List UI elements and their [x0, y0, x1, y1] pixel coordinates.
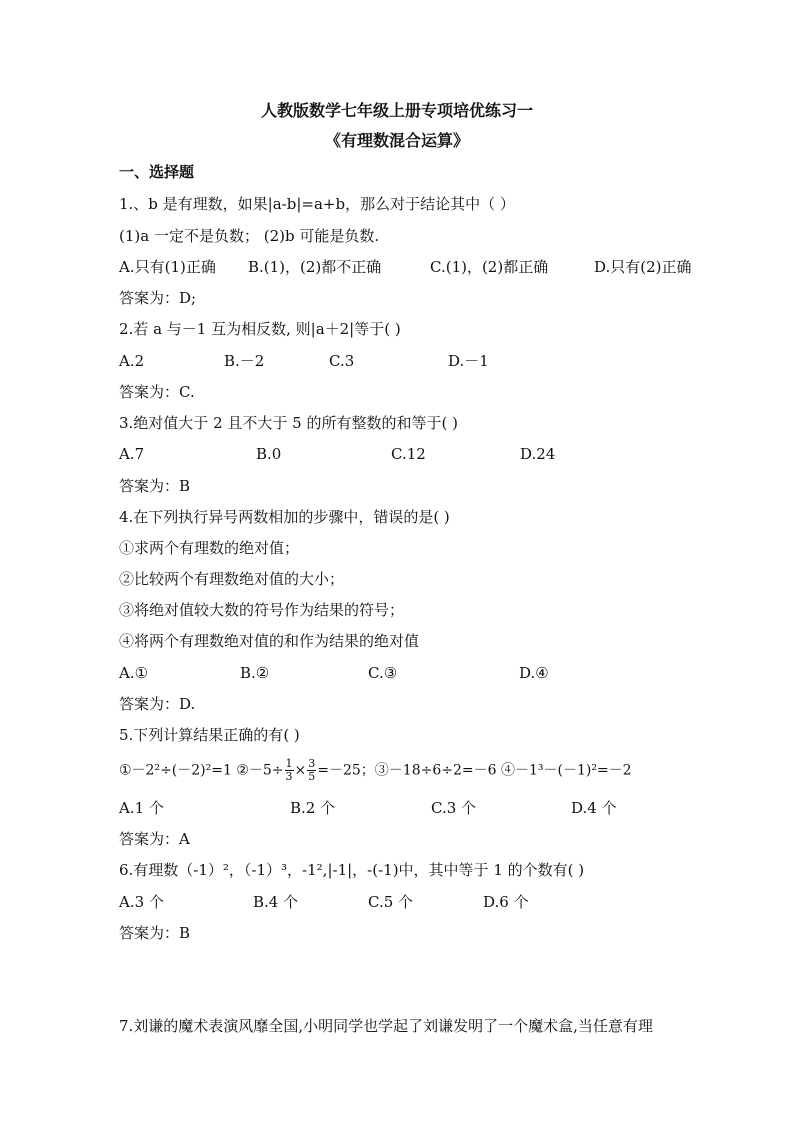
question-5-option-c: C.3 个	[431, 799, 477, 817]
question-5-stem: 5.下列计算结果正确的有( )	[119, 726, 300, 744]
question-6-option-c: C.5 个	[368, 893, 414, 911]
question-6-option-b: B.4 个	[253, 893, 299, 911]
question-5-expr-part-a: ①－2²÷(－2)²=1 ②－5÷	[119, 762, 284, 779]
question-5-expression	[119, 758, 632, 783]
question-3-option-d: D.24	[520, 445, 556, 463]
question-6-option-a: A.3 个	[119, 893, 164, 911]
question-5-expr-part-b: =－25；③－18÷6÷2=－6 ④－1³－(－1)²=－2	[317, 762, 632, 779]
question-1-option-b: B.(1)，(2)都不正确	[248, 258, 382, 276]
question-2-option-d: D.－1	[448, 352, 489, 370]
question-6-option-d: D.6 个	[483, 893, 529, 911]
question-3-stem: 3.绝对值大于 2 且不大于 5 的所有整数的和等于( )	[119, 414, 458, 432]
question-1-option-d: D.只有(2)正确	[594, 258, 692, 276]
question-2-stem: 2.若 a 与－1 互为相反数, 则|a＋2|等于( )	[119, 320, 401, 338]
question-4-option-c: C.③	[368, 664, 398, 682]
question-3-option-c: C.12	[391, 445, 426, 463]
doc-subtitle: 《有理数混合运算》	[324, 131, 469, 150]
question-5-option-b: B.2 个	[290, 799, 336, 817]
doc-title: 人教版数学七年级上册专项培优练习一	[260, 101, 533, 120]
question-2-answer: 答案为：C.	[119, 383, 195, 401]
fraction-2-denominator: 5	[308, 770, 316, 783]
question-1-option-a: A.只有(1)正确	[119, 258, 216, 276]
question-4-step-4: ④将两个有理数绝对值的和作为结果的绝对值	[119, 632, 420, 650]
fraction-1-denominator: 3	[285, 770, 293, 783]
question-4-option-a: A.①	[119, 664, 149, 682]
question-6-stem: 6.有理数（-1）²，（-1）³，-1²,|-1|，-(-1)中，其中等于 1 的个数有( )	[119, 861, 585, 879]
question-5-option-d: D.4 个	[571, 799, 617, 817]
question-1-answer: 答案为：D;	[119, 289, 197, 307]
section-heading: 一、选择题	[119, 163, 195, 181]
question-5-option-a: A.1 个	[119, 799, 164, 817]
question-1-stem: 1.、b 是有理数，如果|a-b|=a+b，那么对于结论其中（ ）	[119, 195, 515, 213]
question-3-option-a: A.7	[119, 445, 145, 463]
fraction-2-numerator: 3	[308, 757, 316, 770]
question-2-option-b: B.－2	[224, 352, 265, 370]
question-7-stem: 7.刘谦的魔术表演风靡全国,小明同学也学起了刘谦发明了一个魔术盒,当任意有理	[119, 1017, 653, 1035]
question-4-option-d: D.④	[519, 664, 549, 682]
question-6-answer: 答案为：B	[119, 924, 191, 942]
question-2-option-a: A.2	[119, 352, 145, 370]
question-3-option-b: B.0	[256, 445, 282, 463]
question-1-option-c: C.(1)，(2)都正确	[430, 258, 549, 276]
question-4-answer: 答案为：D.	[119, 695, 196, 713]
fraction-one-third	[285, 758, 294, 783]
question-2-option-c: C.3	[329, 352, 355, 370]
question-4-step-1: ①求两个有理数的绝对值；	[119, 539, 300, 557]
fraction-1-numerator: 1	[285, 757, 293, 770]
question-4-step-3: ③将绝对值较大数的符号作为结果的符号；	[119, 601, 405, 619]
question-3-answer: 答案为：B	[119, 477, 191, 495]
fraction-three-fifths	[307, 758, 316, 783]
question-5-answer: 答案为：A	[119, 830, 190, 848]
question-4-step-2: ②比较两个有理数绝对值的大小；	[119, 570, 345, 588]
times-sign: ×	[294, 762, 307, 779]
question-4-stem: 4.在下列执行异号两数相加的步骤中，错误的是( )	[119, 508, 450, 526]
question-4-option-b: B.②	[240, 664, 270, 682]
question-1-sub: (1)a 一定不是负数； (2)b 可能是负数.	[119, 227, 380, 245]
